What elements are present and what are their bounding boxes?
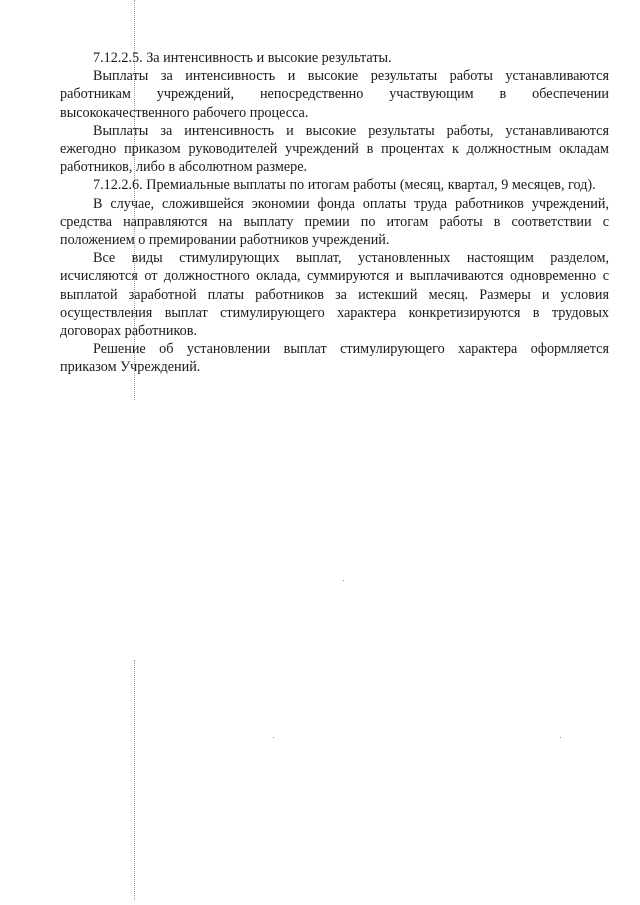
paragraph-intensity-order: Выплаты за интенсивность и высокие результаты работы, устанавливаются ежегодно приказом руководителей учреждений в процентах к должностным окладам работников, либо в абсолютном размере. xyxy=(60,122,609,176)
section-heading-7-12-2-6: 7.12.2.6. Премиальные выплаты по итогам работы (месяц, квартал, 9 месяцев, год). xyxy=(93,177,596,194)
paragraph-all-incentive-types: Все виды стимулирующих выплат, установленных настоящим разделом, исчисляются от должностного оклада, суммируются и выплачиваются одновременно с выплатой заработной платы работников за истекший месяц. Размеры и условия осуществления выплат стимулирующего характера конкретизируются в трудовых договорах работников. xyxy=(60,250,609,340)
scan-speck xyxy=(343,580,344,581)
document-body xyxy=(60,49,609,377)
paragraph-intensity-payments: Выплаты за интенсивность и высокие результаты работы устанавливаются работникам учреждений, непосредственно участвующим в обеспечении высококачественного рабочего процесса. xyxy=(60,68,609,121)
scan-speck xyxy=(273,737,274,738)
paragraph-decision-order: Решение об установлении выплат стимулирующего характера оформляется приказом Учреждений. xyxy=(60,341,609,376)
scan-speck xyxy=(560,737,561,738)
paragraph-savings-fund: В случае, сложившейся экономии фонда оплаты труда работников учреждений, средства направляются на выплату премии по итогам работы в соответствии с положением о премировании работников учреждений. xyxy=(60,195,609,249)
section-heading-7-12-2-5: 7.12.2.5. За интенсивность и высокие результаты. xyxy=(93,50,392,66)
scan-artifact-line xyxy=(134,660,135,900)
